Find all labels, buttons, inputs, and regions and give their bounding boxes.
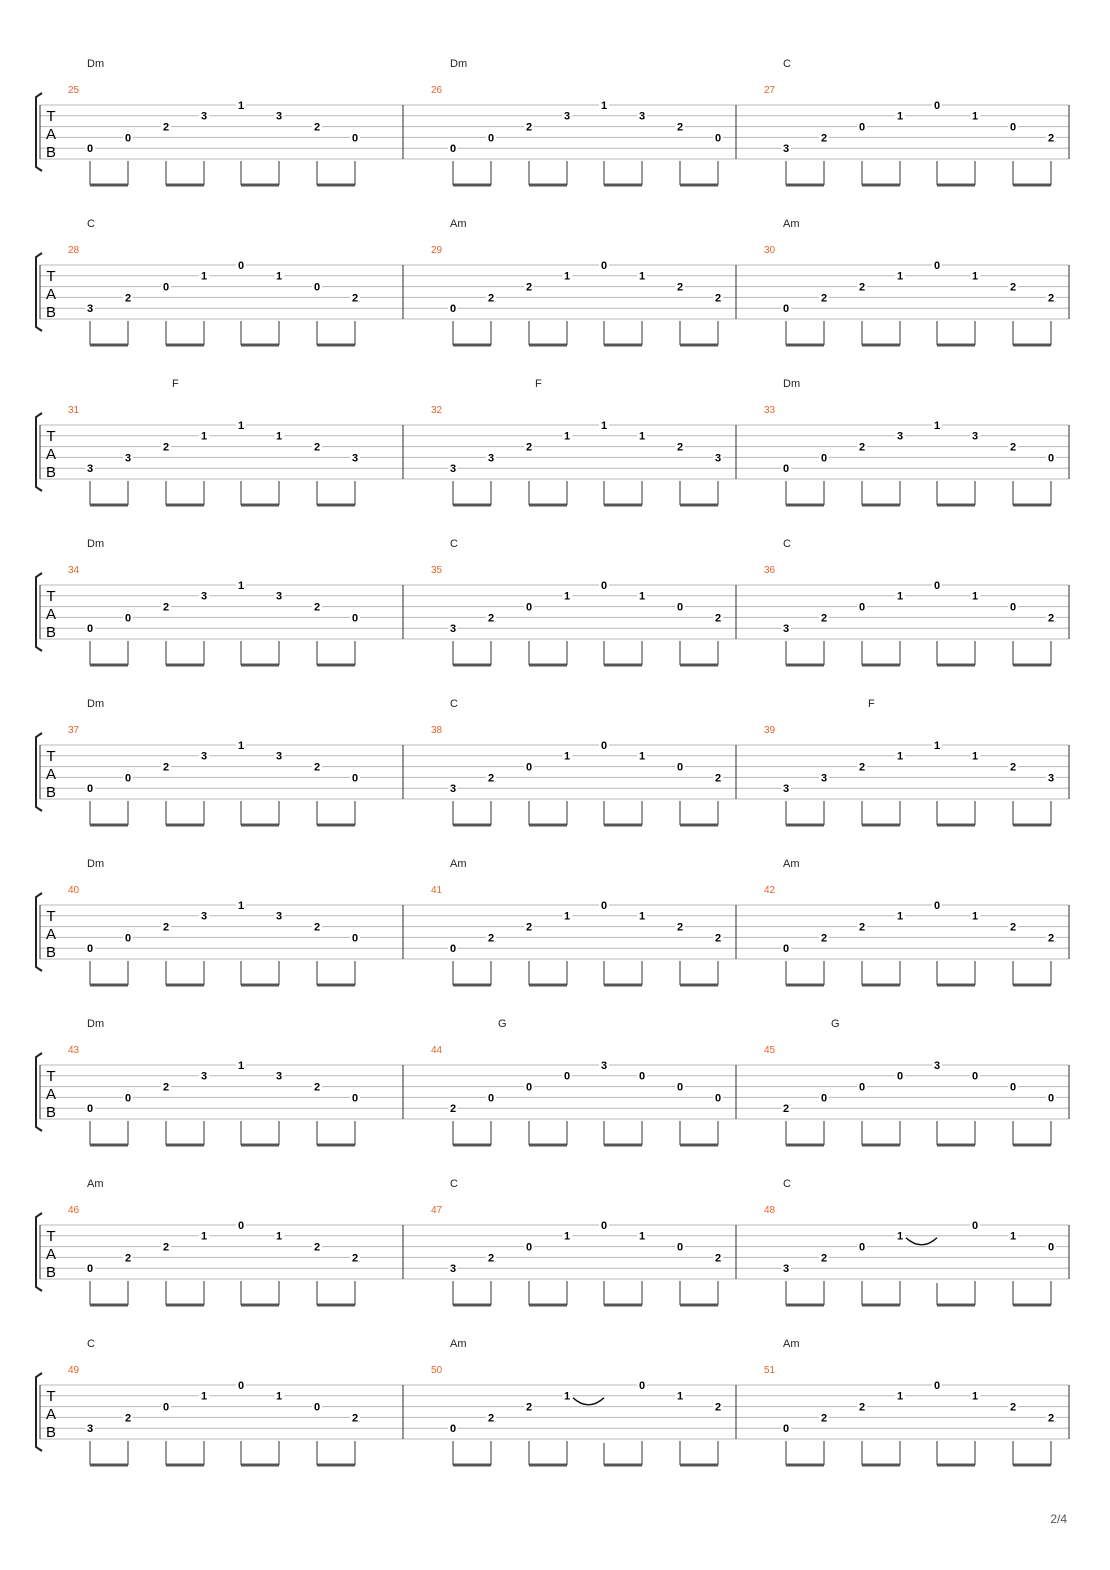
fret-number: 1: [896, 750, 904, 763]
fret-number: 1: [563, 270, 571, 283]
fret-number: 1: [638, 1230, 646, 1243]
fret-number: 0: [676, 601, 684, 614]
measure-number: 50: [431, 1365, 443, 1376]
fret-number: 0: [237, 1379, 245, 1392]
fret-number: 1: [563, 1390, 571, 1403]
fret-number: 3: [563, 110, 571, 123]
fret-number: 2: [1047, 1412, 1055, 1425]
tab-clef-letter: T: [46, 1227, 56, 1245]
fret-number: 0: [782, 1423, 790, 1436]
measure-number: 48: [764, 1205, 776, 1216]
tab-clef-letter: T: [46, 427, 56, 445]
fret-number: 3: [449, 783, 457, 796]
fret-number: 2: [124, 1252, 132, 1265]
fret-number: 3: [200, 1070, 208, 1083]
fret-number: 0: [351, 612, 359, 625]
fret-number: 0: [124, 932, 132, 945]
fret-number: 0: [525, 761, 533, 774]
fret-number: 1: [971, 270, 979, 283]
fret-number: 2: [858, 1401, 866, 1414]
fret-number: 3: [487, 452, 495, 465]
fret-number: 3: [782, 143, 790, 156]
measure-number: 35: [431, 565, 443, 576]
fret-number: 1: [237, 739, 245, 752]
fret-number: 3: [275, 110, 283, 123]
fret-number: 1: [200, 1390, 208, 1403]
fret-number: 0: [858, 121, 866, 134]
fret-number: 1: [638, 590, 646, 603]
fret-number: 3: [200, 590, 208, 603]
chord-name: C: [450, 538, 458, 550]
fret-number: 2: [820, 292, 828, 305]
measure-number: 26: [431, 85, 443, 96]
chord-name: G: [831, 1018, 840, 1030]
fret-number: 0: [162, 281, 170, 294]
fret-number: 1: [971, 910, 979, 923]
fret-number: 0: [449, 303, 457, 316]
chord-name: C: [87, 1338, 95, 1350]
fret-number: 0: [933, 259, 941, 272]
fret-number: 3: [275, 910, 283, 923]
fret-number: 3: [200, 110, 208, 123]
fret-number: 0: [313, 1401, 321, 1414]
fret-number: 1: [600, 99, 608, 112]
fret-number: 1: [237, 579, 245, 592]
fret-number: 0: [1009, 121, 1017, 134]
fret-number: 1: [563, 910, 571, 923]
tab-clef-letter: T: [46, 747, 56, 765]
fret-number: 2: [162, 1081, 170, 1094]
fret-number: 1: [896, 590, 904, 603]
fret-number: 2: [124, 292, 132, 305]
fret-number: 0: [600, 739, 608, 752]
tab-clef-letter: A: [45, 1245, 57, 1263]
fret-number: 2: [782, 1103, 790, 1116]
fret-number: 3: [86, 463, 94, 476]
tab-clef-letter: T: [46, 1387, 56, 1405]
fret-number: 2: [714, 292, 722, 305]
measure-number: 38: [431, 725, 443, 736]
tab-clef-letter: B: [45, 463, 57, 481]
fret-number: 3: [782, 783, 790, 796]
fret-number: 2: [162, 921, 170, 934]
fret-number: 1: [275, 430, 283, 443]
fret-number: 0: [525, 1081, 533, 1094]
fret-number: 1: [896, 1230, 904, 1243]
chord-name: C: [783, 1178, 791, 1190]
chord-name: Dm: [87, 58, 105, 70]
fret-number: 1: [971, 1390, 979, 1403]
fret-number: 2: [351, 292, 359, 305]
fret-number: 0: [782, 463, 790, 476]
fret-number: 2: [487, 772, 495, 785]
fret-number: 2: [351, 1412, 359, 1425]
fret-number: 0: [1009, 1081, 1017, 1094]
fret-number: 2: [313, 1081, 321, 1094]
fret-number: 2: [676, 281, 684, 294]
fret-number: 2: [351, 1252, 359, 1265]
fret-number: 2: [162, 121, 170, 134]
fret-number: 0: [449, 1423, 457, 1436]
measure-number: 34: [68, 565, 80, 576]
fret-number: 2: [313, 1241, 321, 1254]
fret-number: 0: [237, 1219, 245, 1232]
fret-number: 3: [971, 430, 979, 443]
tab-clef-letter: T: [46, 107, 56, 125]
fret-number: 0: [896, 1070, 904, 1083]
fret-number: 3: [124, 452, 132, 465]
fret-number: 1: [638, 430, 646, 443]
fret-number: 3: [449, 1263, 457, 1276]
fret-number: 1: [638, 270, 646, 283]
fret-number: 2: [162, 1241, 170, 1254]
fret-number: 2: [124, 1412, 132, 1425]
fret-number: 3: [275, 1070, 283, 1083]
fret-number: 2: [313, 921, 321, 934]
tab-clef-letter: T: [46, 267, 56, 285]
fret-number: 3: [449, 623, 457, 636]
measure-number: 36: [764, 565, 776, 576]
measure-number: 30: [764, 245, 776, 256]
fret-number: 1: [600, 419, 608, 432]
fret-number: 2: [820, 612, 828, 625]
fret-number: 1: [896, 110, 904, 123]
fret-number: 0: [600, 259, 608, 272]
fret-number: 2: [525, 1401, 533, 1414]
tab-clef-letter: A: [45, 125, 57, 143]
fret-number: 0: [86, 1263, 94, 1276]
measure-number: 47: [431, 1205, 443, 1216]
tab-clef-letter: A: [45, 1405, 57, 1423]
fret-number: 2: [714, 932, 722, 945]
fret-number: 2: [858, 441, 866, 454]
fret-number: 0: [351, 1092, 359, 1105]
fret-number: 1: [200, 430, 208, 443]
chord-name: F: [535, 378, 542, 390]
tab-clef-letter: B: [45, 1263, 57, 1281]
tab-clef-letter: T: [46, 587, 56, 605]
measure-number: 49: [68, 1365, 80, 1376]
chord-name: C: [783, 58, 791, 70]
tie-arc: [573, 1398, 604, 1405]
fret-number: 0: [449, 943, 457, 956]
fret-number: 3: [933, 1059, 941, 1072]
measure-number: 42: [764, 885, 776, 896]
fret-number: 0: [124, 1092, 132, 1105]
fret-number: 0: [933, 579, 941, 592]
measure-number: 45: [764, 1045, 776, 1056]
chord-name: C: [783, 538, 791, 550]
measure-number: 51: [764, 1365, 776, 1376]
fret-number: 0: [600, 1219, 608, 1232]
tie-arc: [906, 1238, 937, 1245]
fret-number: 1: [237, 1059, 245, 1072]
fret-number: 3: [820, 772, 828, 785]
chord-name: Am: [450, 858, 467, 870]
fret-number: 3: [714, 452, 722, 465]
fret-number: 3: [275, 590, 283, 603]
fret-number: 0: [86, 143, 94, 156]
fret-number: 2: [525, 281, 533, 294]
fret-number: 0: [313, 281, 321, 294]
fret-number: 0: [1047, 452, 1055, 465]
fret-number: 2: [449, 1103, 457, 1116]
measure-number: 43: [68, 1045, 80, 1056]
fret-number: 0: [563, 1070, 571, 1083]
fret-number: 2: [487, 612, 495, 625]
measure-number: 33: [764, 405, 776, 416]
fret-number: 3: [638, 110, 646, 123]
tab-clef-letter: B: [45, 783, 57, 801]
chord-name: Dm: [87, 698, 105, 710]
fret-number: 0: [676, 761, 684, 774]
fret-number: 0: [820, 1092, 828, 1105]
fret-number: 0: [351, 132, 359, 145]
measure-number: 27: [764, 85, 776, 96]
measure-number: 29: [431, 245, 443, 256]
chord-name: Dm: [87, 538, 105, 550]
fret-number: 0: [487, 132, 495, 145]
fret-number: 2: [714, 1252, 722, 1265]
fret-number: 0: [1047, 1241, 1055, 1254]
fret-number: 2: [1009, 761, 1017, 774]
fret-number: 2: [1009, 441, 1017, 454]
chord-name: Am: [87, 1178, 104, 1190]
fret-number: 3: [86, 303, 94, 316]
fret-number: 1: [971, 590, 979, 603]
fret-number: 3: [275, 750, 283, 763]
chord-name: G: [498, 1018, 507, 1030]
fret-number: 2: [820, 1412, 828, 1425]
fret-number: 1: [676, 1390, 684, 1403]
fret-number: 2: [1047, 132, 1055, 145]
tab-clef-letter: B: [45, 303, 57, 321]
fret-number: 0: [124, 612, 132, 625]
fret-number: 1: [237, 419, 245, 432]
chord-name: Am: [450, 218, 467, 230]
fret-number: 0: [782, 303, 790, 316]
fret-number: 2: [676, 921, 684, 934]
fret-number: 0: [487, 1092, 495, 1105]
fret-number: 0: [933, 899, 941, 912]
chord-name: C: [87, 218, 95, 230]
fret-number: 2: [676, 121, 684, 134]
fret-number: 2: [858, 281, 866, 294]
fret-number: 0: [971, 1070, 979, 1083]
fret-number: 2: [1009, 1401, 1017, 1414]
fret-number: 0: [600, 579, 608, 592]
measure-number: 46: [68, 1205, 80, 1216]
fret-number: 2: [162, 441, 170, 454]
fret-number: 2: [313, 601, 321, 614]
chord-name: Dm: [87, 1018, 105, 1030]
chord-name: F: [868, 698, 875, 710]
fret-number: 0: [1047, 1092, 1055, 1105]
fret-number: 0: [351, 772, 359, 785]
tab-clef-letter: B: [45, 1423, 57, 1441]
chord-name: F: [172, 378, 179, 390]
fret-number: 1: [933, 419, 941, 432]
fret-number: 0: [124, 772, 132, 785]
fret-number: 0: [714, 132, 722, 145]
fret-number: 2: [487, 1412, 495, 1425]
fret-number: 2: [714, 612, 722, 625]
fret-number: 3: [449, 463, 457, 476]
fret-number: 2: [162, 601, 170, 614]
fret-number: 2: [820, 1252, 828, 1265]
fret-number: 0: [638, 1379, 646, 1392]
fret-number: 1: [275, 270, 283, 283]
fret-number: 2: [162, 761, 170, 774]
fret-number: 1: [200, 270, 208, 283]
fret-number: 1: [237, 99, 245, 112]
fret-number: 2: [714, 772, 722, 785]
fret-number: 0: [86, 1103, 94, 1116]
chord-name: Dm: [783, 378, 801, 390]
fret-number: 3: [200, 750, 208, 763]
fret-number: 3: [200, 910, 208, 923]
fret-number: 0: [449, 143, 457, 156]
fret-number: 3: [782, 623, 790, 636]
chord-name: Am: [783, 218, 800, 230]
measure-number: 40: [68, 885, 80, 896]
fret-number: 3: [896, 430, 904, 443]
tab-clef-letter: B: [45, 143, 57, 161]
fret-number: 0: [858, 601, 866, 614]
fret-number: 1: [638, 910, 646, 923]
fret-number: 2: [858, 921, 866, 934]
measure-number: 32: [431, 405, 443, 416]
fret-number: 3: [86, 1423, 94, 1436]
tab-clef-letter: T: [46, 1067, 56, 1085]
fret-number: 1: [563, 590, 571, 603]
tab-clef-letter: B: [45, 943, 57, 961]
fret-number: 2: [820, 932, 828, 945]
fret-number: 1: [563, 750, 571, 763]
fret-number: 0: [676, 1241, 684, 1254]
fret-number: 1: [563, 430, 571, 443]
chord-name: Am: [783, 858, 800, 870]
fret-number: 2: [487, 932, 495, 945]
fret-number: 0: [858, 1081, 866, 1094]
fret-number: 1: [933, 739, 941, 752]
fret-number: 2: [1009, 921, 1017, 934]
fret-number: 0: [971, 1219, 979, 1232]
fret-number: 0: [124, 132, 132, 145]
fret-number: 2: [676, 441, 684, 454]
fret-number: 0: [86, 783, 94, 796]
measure-number: 25: [68, 85, 80, 96]
fret-number: 2: [714, 1401, 722, 1414]
fret-number: 0: [858, 1241, 866, 1254]
fret-number: 2: [858, 761, 866, 774]
chord-name: C: [450, 698, 458, 710]
fret-number: 2: [1009, 281, 1017, 294]
measure-number: 31: [68, 405, 80, 416]
chord-name: Dm: [450, 58, 468, 70]
fret-number: 1: [896, 910, 904, 923]
fret-number: 0: [782, 943, 790, 956]
fret-number: 1: [638, 750, 646, 763]
page-number: 2/4: [1050, 1512, 1067, 1526]
tab-clef-letter: A: [45, 605, 57, 623]
tab-clef-letter: A: [45, 1085, 57, 1103]
chord-name: Am: [450, 1338, 467, 1350]
fret-number: 2: [487, 1252, 495, 1265]
fret-number: 3: [782, 1263, 790, 1276]
fret-number: 1: [971, 110, 979, 123]
chord-name: Dm: [87, 858, 105, 870]
tab-clef-letter: A: [45, 925, 57, 943]
fret-number: 1: [237, 899, 245, 912]
fret-number: 0: [86, 943, 94, 956]
fret-number: 2: [525, 441, 533, 454]
fret-number: 2: [525, 921, 533, 934]
fret-number: 0: [933, 99, 941, 112]
tab-clef-letter: A: [45, 285, 57, 303]
fret-number: 0: [237, 259, 245, 272]
fret-number: 2: [1047, 612, 1055, 625]
fret-number: 2: [487, 292, 495, 305]
fret-number: 1: [896, 1390, 904, 1403]
chord-name: Am: [783, 1338, 800, 1350]
fret-number: 0: [933, 1379, 941, 1392]
fret-number: 0: [638, 1070, 646, 1083]
fret-number: 2: [525, 121, 533, 134]
measure-number: 44: [431, 1045, 443, 1056]
fret-number: 0: [525, 601, 533, 614]
fret-number: 2: [1047, 292, 1055, 305]
fret-number: 0: [676, 1081, 684, 1094]
fret-number: 0: [162, 1401, 170, 1414]
fret-number: 2: [820, 132, 828, 145]
tab-clef-letter: B: [45, 1103, 57, 1121]
fret-number: 1: [563, 1230, 571, 1243]
tab-clef-letter: T: [46, 907, 56, 925]
fret-number: 1: [275, 1230, 283, 1243]
fret-number: 1: [1009, 1230, 1017, 1243]
tab-clef-letter: A: [45, 765, 57, 783]
fret-number: 1: [971, 750, 979, 763]
measure-number: 39: [764, 725, 776, 736]
tab-clef-letter: B: [45, 623, 57, 641]
fret-number: 3: [600, 1059, 608, 1072]
fret-number: 1: [200, 1230, 208, 1243]
measure-number: 41: [431, 885, 443, 896]
fret-number: 3: [1047, 772, 1055, 785]
fret-number: 2: [1047, 932, 1055, 945]
fret-number: 1: [275, 1390, 283, 1403]
fret-number: 0: [351, 932, 359, 945]
fret-number: 0: [714, 1092, 722, 1105]
fret-number: 0: [820, 452, 828, 465]
fret-number: 0: [86, 623, 94, 636]
tab-clef-letter: A: [45, 445, 57, 463]
measure-number: 28: [68, 245, 80, 256]
fret-number: 2: [313, 121, 321, 134]
fret-number: 3: [351, 452, 359, 465]
chord-name: C: [450, 1178, 458, 1190]
fret-number: 2: [313, 441, 321, 454]
fret-number: 1: [896, 270, 904, 283]
measure-number: 37: [68, 725, 80, 736]
fret-number: 0: [1009, 601, 1017, 614]
fret-number: 2: [313, 761, 321, 774]
fret-number: 0: [525, 1241, 533, 1254]
fret-number: 0: [600, 899, 608, 912]
